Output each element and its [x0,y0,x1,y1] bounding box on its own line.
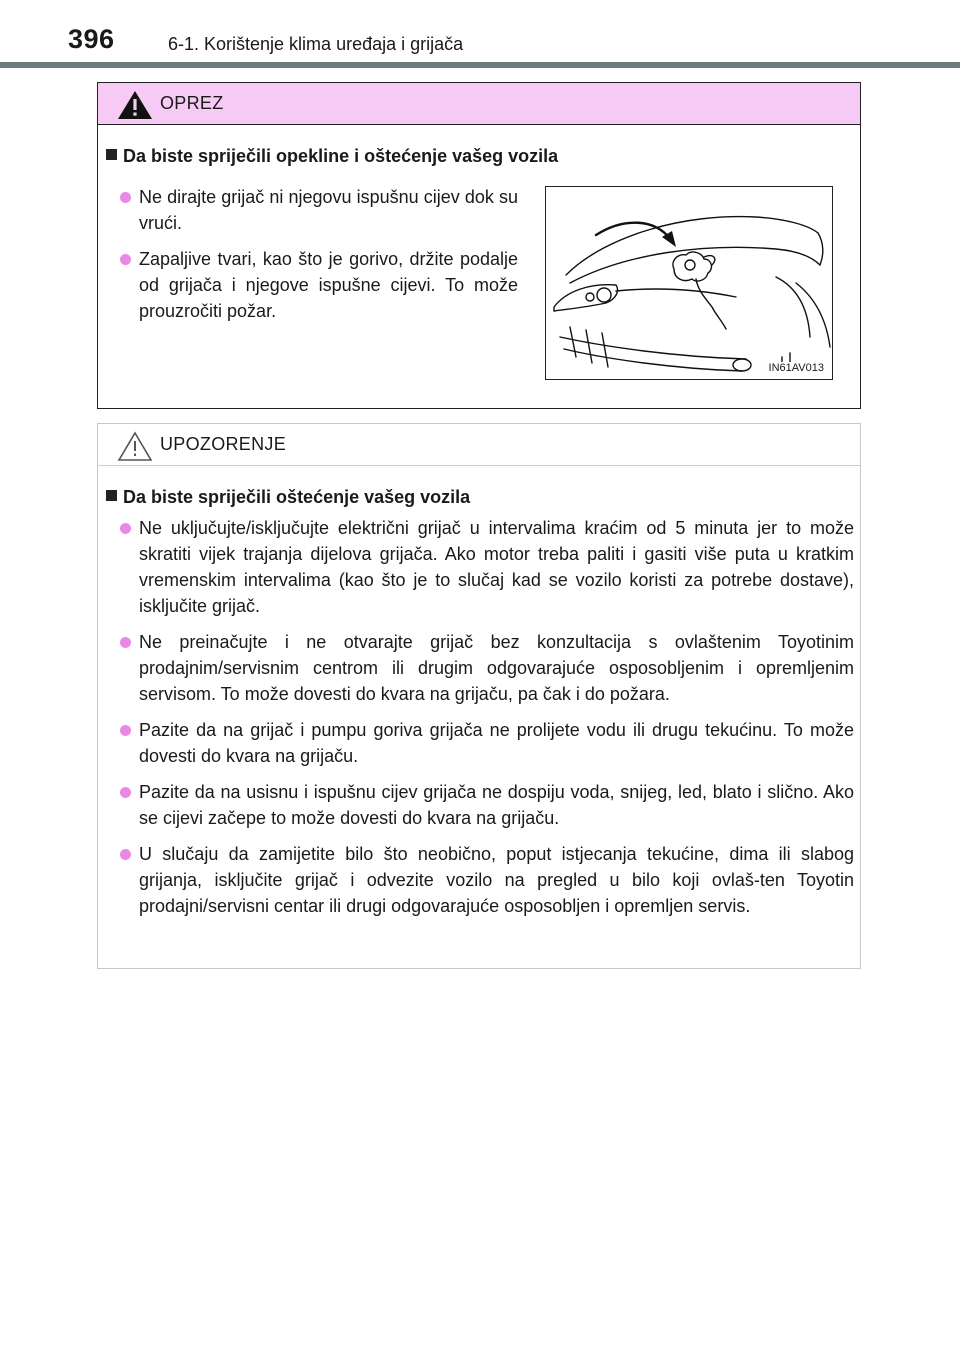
list-item: Ne preinačujte i ne otvarajte grijač bez konzultacija s ovlaštenim Toyotinim prodajnim/servisnim centrom ili drugim odgovarajuće osposobljenim i opremljenim servisom. To može dovesti do kvara na grijaču, pa čak i do požara. [118,629,854,707]
warning-heading-text: Da biste spriječili oštećenje vašeg vozila [123,487,471,507]
list-item: Pazite da na usisnu i ispušnu cijev grijača ne dospiju voda, snijeg, led, blato i slično. Ako se cijevi začepe to može dovesti do kvara na grijaču. [118,779,854,831]
page-header [0,0,960,68]
warning-triangle-outline-icon [116,430,154,462]
bullet-dot-icon [120,523,131,534]
bullet-dot-icon [120,849,131,860]
caution-bullet-list [118,184,518,334]
list-item: Pazite da na grijač i pumpu goriva grijača ne prolijete vodu ili drugu tekućinu. To može dovesti do kvara na grijaču. [118,717,854,769]
list-item: U slučaju da zamijetite bilo što neobično, poput istjecanja tekućine, dima ili slabog grijanja, isključite grijač i odvezite vozilo na pregled u bilo koji ovlaš-ten Toyotin prodajni/servisni centar ili drugi odgovarajuće osposobljen i opremljen servis. [118,841,854,919]
list-item: Ne uključujte/isključujte električni grijač u intervalima kraćim od 5 minuta jer to može skratiti vijek trajanja dijelova grijača. Ako motor treba paliti i gasiti više puta u kratkim vremenskim intervalima (kao što je to slučaj kad se vozilo koristi za potrebe dostave), isključite grijač. [118,515,854,619]
warning-header [98,424,860,466]
warning-box [97,423,861,969]
page-number: 396 [68,24,115,54]
warning-heading [106,487,470,508]
square-bullet-icon [106,490,117,501]
section-title: 6-1. Korištenje klima uređaja i grijača [168,34,464,54]
caution-header [98,83,860,125]
header-rule [0,62,960,68]
list-item: Zapaljive tvari, kao što je gorivo, držite podalje od grijača i njegove ispušne cijevi. To može prouzročiti požar. [118,246,518,324]
bullet-dot-icon [120,254,131,265]
bullet-dot-icon [120,192,131,203]
caution-box [97,82,861,409]
caution-heading-text: Da biste spriječili opekline i oštećenje vašeg vozila [123,146,559,166]
heater-illustration [545,186,833,380]
warning-triangle-icon [116,89,154,121]
warning-bullet-list [118,515,854,929]
figure-code: IN61AV013 [768,362,824,374]
bullet-dot-icon [120,637,131,648]
square-bullet-icon [106,149,117,160]
bullet-dot-icon [120,725,131,736]
caution-label: OPREZ [160,93,224,113]
warning-label: UPOZORENJE [160,434,287,454]
caution-heading [106,146,558,167]
bullet-dot-icon [120,787,131,798]
car-front-heater-icon [546,187,833,380]
list-item: Ne dirajte grijač ni njegovu ispušnu cijev dok su vrući. [118,184,518,236]
